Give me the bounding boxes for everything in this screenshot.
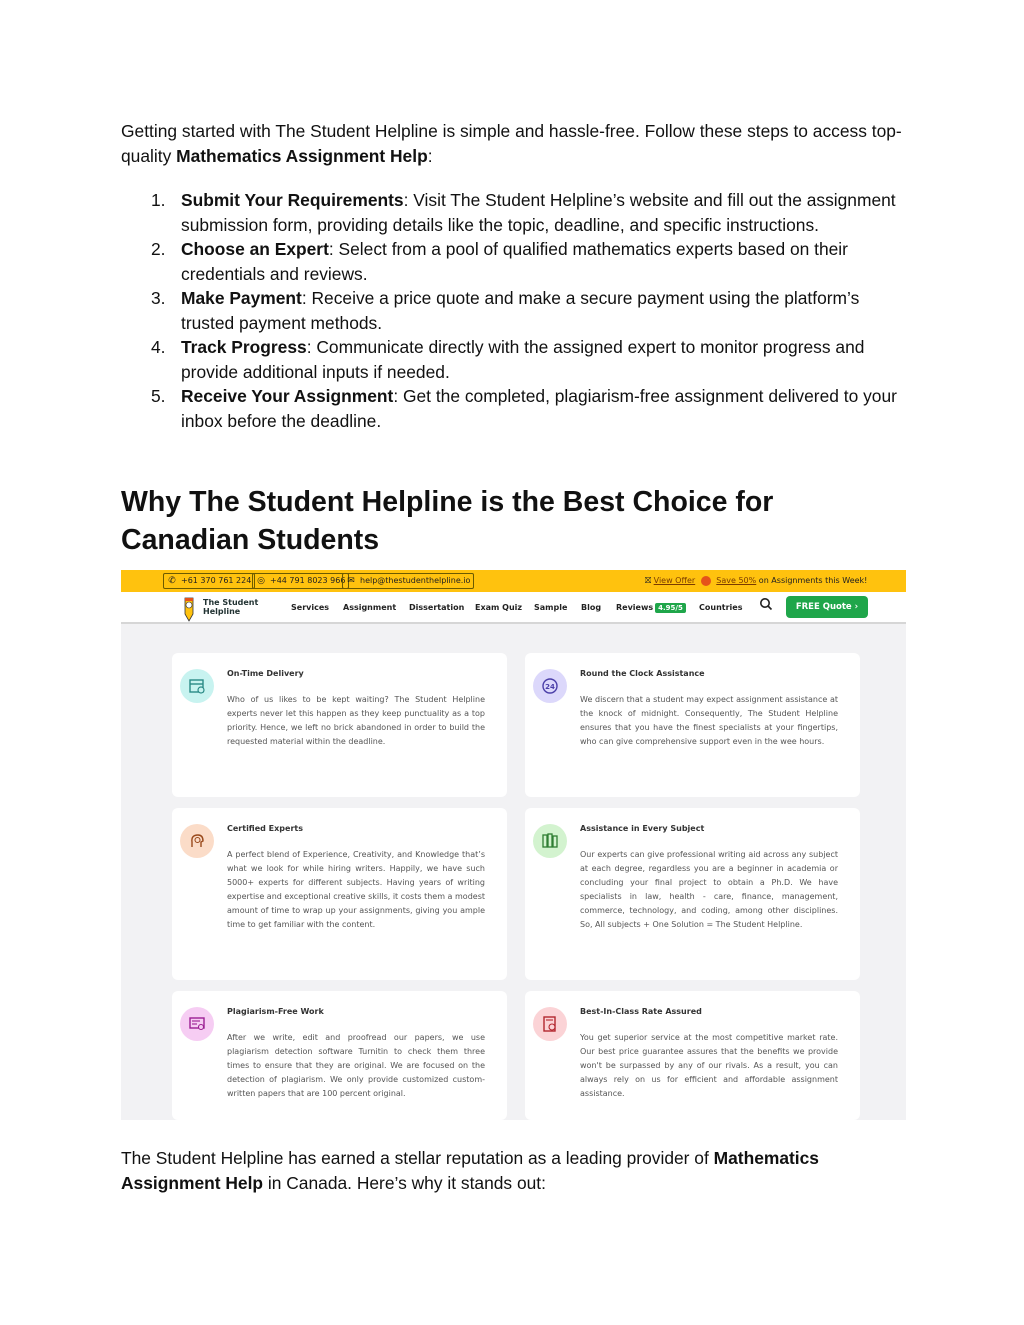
feature-card (525, 653, 860, 797)
step-number: 3. (151, 288, 166, 308)
step-text: : Receive a price quote and make a secure payment using the platform’s trusted payment methods. (181, 288, 860, 333)
nav-reviews-label: Reviews (616, 603, 654, 612)
feature-card (172, 991, 507, 1120)
price-tag-icon (533, 1007, 567, 1041)
brain-head-icon (180, 824, 214, 858)
pencil-mascot-icon (179, 596, 199, 622)
step-number: 1. (151, 190, 166, 210)
view-offer-link: View Offer (653, 576, 696, 585)
card-title: Round the Clock Assistance (580, 669, 705, 678)
nav-countries: Countries (699, 603, 743, 612)
step-title: Submit Your Requirements (181, 190, 404, 210)
feature-card (525, 808, 860, 980)
free-quote-button: FREE Quote › (786, 596, 868, 618)
outro-end: in Canada. Here’s why it stands out: (263, 1172, 546, 1193)
phone-icon: ✆ (168, 576, 176, 586)
feature-card (172, 808, 507, 980)
card-text: You get superior service at the most competitive market rate. Our best price guarantee assures that the benefits we provide won't be surpassed by any of our rivals. As a result, you can always rely on us for efficient and affordable assignment assistance. (580, 1033, 838, 1098)
offer-strip (645, 574, 867, 588)
phone-chip-2 (252, 573, 349, 589)
nav-reviews (616, 603, 686, 613)
step-item (121, 237, 906, 286)
nav-dissertation: Dissertation (409, 603, 465, 612)
site-nav (121, 592, 906, 624)
nav-services: Services (291, 603, 330, 612)
step-number: 4. (151, 337, 166, 357)
intro-text: Getting started with The Student Helpline is simple and hassle-free. Follow these steps to access top-quality (121, 121, 902, 166)
books-icon (533, 824, 567, 858)
phone-2: +44 791 8023 966 (270, 576, 346, 585)
card-text: Who of us likes to be kept waiting? The Student Helpline experts never let this happen as they keep punctuality as a top priority. Hence, we left no brick abandoned in order to build the requested material within the deadline. (227, 695, 485, 746)
site-logo (179, 594, 259, 622)
nav-sample: Sample (534, 603, 568, 612)
discount-icon (701, 576, 711, 586)
card-text: We discern that a student may expect assignment assistance at the knock of midnight. Consequently, The Student Helpline ensures that you have the finest specialists at your fingertips, who can give comprehensive support even in the wee hours. (580, 695, 838, 746)
svg-text:24: 24 (545, 683, 555, 691)
logo-text-1: The Student (203, 598, 259, 607)
gift-icon: ⛝ (645, 576, 652, 585)
card-title: Certified Experts (227, 824, 303, 833)
reviews-badge: 4.95/5 (655, 603, 686, 613)
nav-exam-quiz: Exam Quiz (475, 603, 523, 612)
clock-24-icon (533, 669, 567, 703)
step-text: : Get the completed, plagiarism-free assignment delivered to your inbox before the deadline. (181, 386, 897, 431)
card-text: After we write, edit and proofread our papers, we use plagiarism detection software Turnitin to check them three times to ensure that they are original. We are focused on the detection of plagiarism. We only provide customized custom-written papers that are 100 percent original. (227, 1033, 485, 1098)
contact-topbar (121, 570, 906, 592)
logo-text-2: Helpline (203, 607, 241, 616)
outro-paragraph (121, 1146, 906, 1195)
feature-card (525, 991, 860, 1120)
calendar-icon (180, 669, 214, 703)
certificate-icon (180, 1007, 214, 1041)
intro-bold: Mathematics Assignment Help (176, 145, 428, 166)
step-item (121, 188, 906, 237)
email-chip (342, 573, 474, 589)
intro-paragraph (121, 119, 906, 168)
intro-end: : (427, 145, 433, 166)
search-icon (759, 597, 773, 611)
email: help@thestudenthelpline.io (360, 576, 471, 585)
step-title: Receive Your Assignment (181, 386, 394, 406)
step-number: 5. (151, 386, 166, 406)
card-text: Our experts can give professional writing aid across any subject at each degree, regardless you are a beginner in academia or concluding your final project to obtain a Ph.D. We have specialists in law, health - care, finance, management, commerce, technology, and coding, among other disciplines. So, All subjects + One Solution = The Student Helpline. (580, 850, 838, 929)
outro-text: The Student Helpline has earned a stellar reputation as a leading provider of (121, 1148, 714, 1168)
step-text: : Communicate directly with the assigned expert to monitor progress and provide additional inputs if needed. (181, 337, 865, 382)
step-item (121, 335, 906, 384)
steps-list (121, 188, 906, 433)
save-tail: on Assignments this Week! (758, 576, 868, 585)
step-number: 2. (151, 239, 166, 259)
nav-blog: Blog (581, 603, 602, 612)
whatsapp-icon: ◎ (257, 576, 265, 586)
step-title: Track Progress (181, 337, 307, 357)
nav-assignment: Assignment (343, 603, 397, 612)
card-title: On-Time Delivery (227, 669, 304, 678)
outro-bold: Mathematics Assignment Help (121, 1148, 819, 1193)
card-title: Assistance in Every Subject (580, 824, 705, 833)
mail-icon: ✉ (347, 576, 355, 586)
phone-chip-1 (163, 573, 255, 589)
step-title: Make Payment (181, 288, 302, 308)
section-heading: Why The Student Helpline is the Best Choice for Canadian Students (121, 486, 774, 556)
step-text: : Visit The Student Helpline’s website and fill out the assignment submission form, providing details like the topic, deadline, and specific instructions. (181, 190, 896, 235)
website-screenshot (121, 570, 906, 1120)
card-title: Best-In-Class Rate Assured (580, 1007, 702, 1016)
step-text: : Select from a pool of qualified mathematics experts based on their credentials and reviews. (181, 239, 848, 284)
save-link: Save 50% (716, 576, 757, 585)
card-title: Plagiarism-Free Work (227, 1007, 324, 1016)
step-item (121, 384, 906, 433)
phone-1: +61 370 761 224 (181, 576, 252, 585)
step-item (121, 286, 906, 335)
feature-card (172, 653, 507, 797)
step-title: Choose an Expert (181, 239, 329, 259)
card-text: A perfect blend of Experience, Creativity, and Knowledge that’s what we look for while hiring writers. Happily, we have such 5000+ experts for different subjects. Having years of writing expertise and exceptional creative skills, it costs them a modest amount of time to wrap up your assignments, giving you ample time to get familiar with the content. (227, 850, 485, 929)
